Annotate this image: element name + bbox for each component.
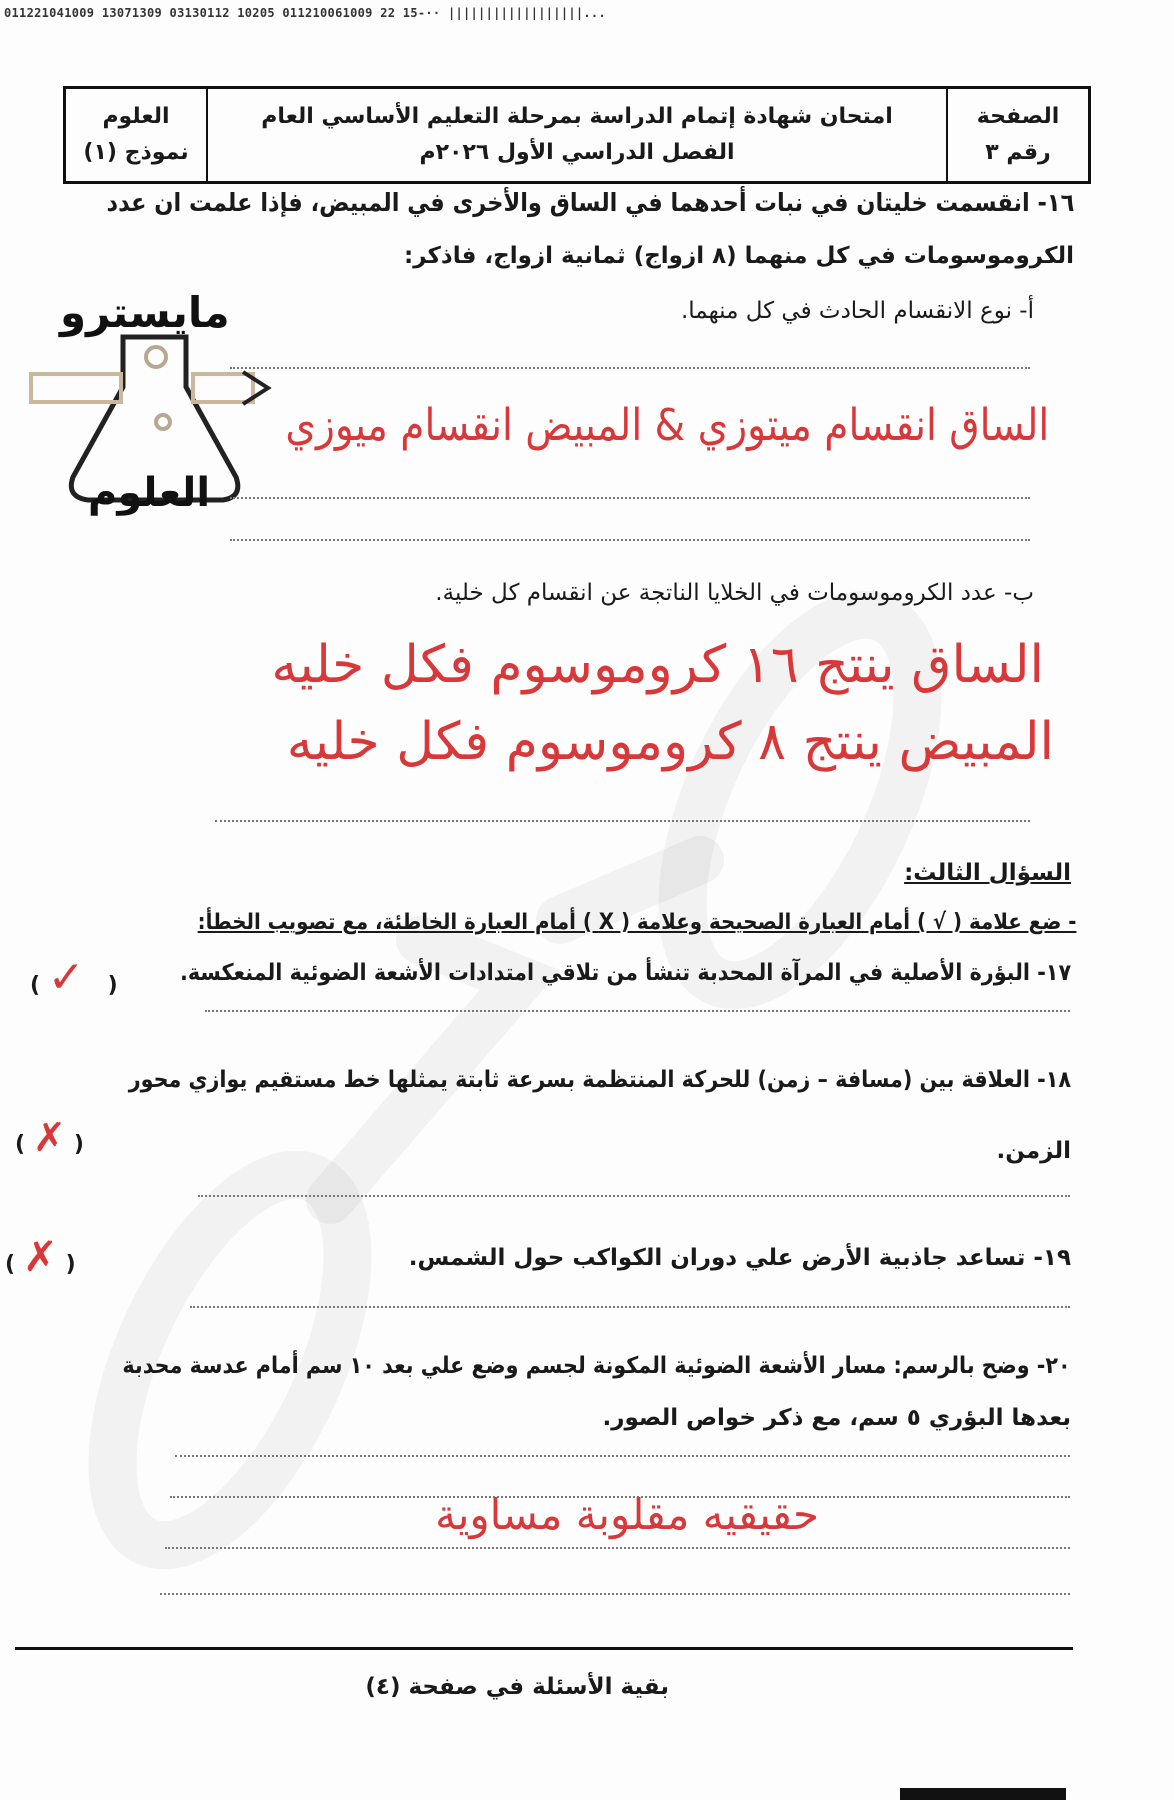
page-number: رقم ٣ <box>985 140 1051 165</box>
q16-part-b: ب- عدد الكروموسومات في الخلايا الناتجة عن انقسام كل خلية. <box>435 580 1034 606</box>
q18-line1: ١٨- العلاقة بين (مسافة – زمن) للحركة المنتظمة بسرعة ثابتة يمثلها خط مستقيم يوازي محور <box>128 1067 1071 1093</box>
q20-line1: ٢٠- وضح بالرسم: مسار الأشعة الضوئية المكونة لجسم وضع علي بعد ١٠ سم أمام عدسة محدبة <box>122 1353 1071 1379</box>
q19-answer-box: ( ✗ ) <box>5 1232 76 1281</box>
footer-note: بقية الأسئلة في صفحة (٤) <box>365 1674 669 1700</box>
q16-line2: الكروموسومات في كل منهما (٨ ازواج) ثمانية ازواج، فاذكر: <box>404 243 1074 269</box>
cross-icon: ✗ <box>22 1232 58 1281</box>
corner-bar <box>900 1788 1066 1800</box>
answer-b2: المبيض ينتج ٨ كروموسوم فكل خليه <box>286 712 1054 772</box>
barcode-text: 011221041009 13071309 03130112 10205 011210061009 22 15-·· ||||||||||||||||||... <box>4 6 606 20</box>
exam-header <box>63 86 1091 184</box>
logo-text-bottom: العلوم <box>88 470 211 516</box>
answer-a: الساق انقسام ميتوزي & المبيض انقسام ميوزي <box>285 400 1049 451</box>
exam-term: الفصل الدراسي الأول ٢٠٢٦م <box>419 140 735 165</box>
q18-answer-box: ( ✗ ) <box>15 1115 84 1161</box>
q16-part-a: أ- نوع الانقسام الحادث في كل منهما. <box>680 298 1034 324</box>
q17-answer-box: ( ✓ ) <box>30 952 118 1003</box>
q18-line2: الزمن. <box>996 1138 1071 1164</box>
title-cell <box>206 89 946 181</box>
check-icon: ✓ <box>47 952 85 1003</box>
logo-text-top: مايسترو <box>60 288 230 337</box>
section3-instruction: - ضع علامة ( √ ) أمام العبارة الصحيحة وعلامة ( X ) أمام العبارة الخاطئة، مع تصويب الخطأ: <box>197 910 1076 935</box>
q16-line1: ١٦- انقسمت خليتان في نبات أحدهما في الساق والأخرى في المبيض، فإذا علمت ان عدد <box>106 188 1074 217</box>
subject-cell <box>66 89 206 181</box>
cross-icon: ✗ <box>32 1115 67 1161</box>
divider <box>15 1647 1073 1650</box>
q17: ١٧- البؤرة الأصلية في المرآة المحدبة تنشأ من تلاقي امتدادات الأشعة الضوئية المنعكسة. <box>179 960 1071 986</box>
q20-line2: بعدها البؤري ٥ سم، مع ذكر خواص الصور. <box>602 1405 1071 1431</box>
answer-b1: الساق ينتج ١٦ كروموسوم فكل خليه <box>271 635 1044 695</box>
model: نموذج (١) <box>83 140 189 165</box>
page-label: الصفحة <box>976 104 1060 129</box>
page-cell <box>946 89 1088 181</box>
exam-title: امتحان شهادة إتمام الدراسة بمرحلة التعليم الأساسي العام <box>261 104 893 129</box>
section3-title: السؤال الثالث: <box>904 860 1071 886</box>
q19: ١٩- تساعد جاذبية الأرض علي دوران الكواكب حول الشمس. <box>408 1245 1071 1271</box>
answer-q20: حقيقيه مقلوبة مساوية <box>435 1490 819 1539</box>
subject: العلوم <box>102 104 170 129</box>
